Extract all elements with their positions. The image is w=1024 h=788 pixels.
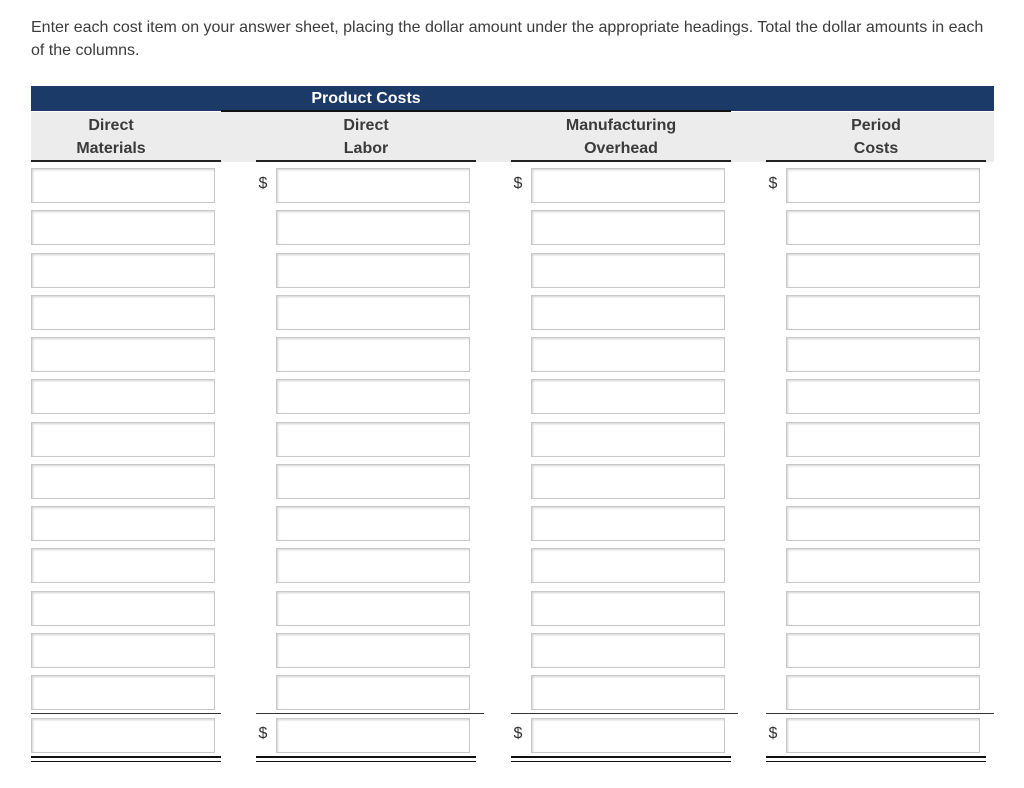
amount-input-manufacturing-overhead[interactable]	[531, 506, 725, 541]
amount-input-direct-labor[interactable]	[276, 210, 470, 245]
amount-input-direct-materials[interactable]	[31, 591, 215, 626]
dollar-sign: $	[513, 175, 523, 192]
column-header-line1: Direct	[88, 117, 134, 134]
amount-input-manufacturing-overhead[interactable]	[531, 168, 725, 203]
amount-input-direct-materials[interactable]	[31, 168, 215, 203]
amount-input-manufacturing-overhead[interactable]	[531, 295, 725, 330]
total-double-underline	[766, 756, 986, 762]
column-header-rule	[256, 160, 476, 162]
amount-input-direct-labor[interactable]	[276, 168, 470, 203]
amount-input-direct-materials[interactable]	[31, 337, 215, 372]
amount-input-manufacturing-overhead[interactable]	[531, 210, 725, 245]
total-double-underline	[31, 756, 221, 762]
total-rule	[766, 713, 994, 714]
amount-input-period-costs[interactable]	[786, 422, 980, 457]
amount-input-manufacturing-overhead[interactable]	[531, 633, 725, 668]
amount-input-direct-labor[interactable]	[276, 464, 470, 499]
total-rule	[31, 713, 221, 714]
total-input-direct-labor[interactable]	[276, 718, 470, 753]
amount-input-direct-materials[interactable]	[31, 295, 215, 330]
amount-input-period-costs[interactable]	[786, 633, 980, 668]
column-header-line1: Manufacturing	[565, 117, 677, 134]
amount-input-period-costs[interactable]	[786, 548, 980, 583]
column-header-line2: Overhead	[584, 140, 658, 157]
dollar-sign: $	[258, 725, 268, 742]
amount-input-period-costs[interactable]	[786, 379, 980, 414]
total-rule	[511, 713, 738, 714]
column-header-direct-labor	[256, 114, 476, 160]
amount-input-direct-labor[interactable]	[276, 295, 470, 330]
amount-input-direct-materials[interactable]	[31, 506, 215, 541]
amount-input-direct-labor[interactable]	[276, 591, 470, 626]
amount-input-direct-materials[interactable]	[31, 675, 215, 710]
column-header-line1: Period	[851, 117, 901, 134]
amount-input-direct-labor[interactable]	[276, 337, 470, 372]
column-header-line2: Materials	[76, 140, 146, 157]
amount-input-period-costs[interactable]	[786, 591, 980, 626]
amount-input-manufacturing-overhead[interactable]	[531, 337, 725, 372]
amount-input-period-costs[interactable]	[786, 295, 980, 330]
total-double-underline	[511, 756, 731, 762]
amount-input-direct-materials[interactable]	[31, 633, 215, 668]
dollar-sign: $	[258, 175, 268, 192]
dollar-sign: $	[513, 725, 523, 742]
column-header-line2: Labor	[343, 140, 389, 157]
amount-input-period-costs[interactable]	[786, 253, 980, 288]
column-header-rule	[31, 160, 221, 162]
table-header-band	[31, 86, 994, 111]
column-header-line2: Costs	[853, 140, 899, 157]
amount-input-manufacturing-overhead[interactable]	[531, 675, 725, 710]
amount-input-direct-labor[interactable]	[276, 633, 470, 668]
amount-input-period-costs[interactable]	[786, 675, 980, 710]
amount-input-direct-labor[interactable]	[276, 675, 470, 710]
amount-input-direct-materials[interactable]	[31, 548, 215, 583]
amount-input-period-costs[interactable]	[786, 337, 980, 372]
amount-input-manufacturing-overhead[interactable]	[531, 379, 725, 414]
amount-input-direct-materials[interactable]	[31, 253, 215, 288]
total-input-manufacturing-overhead[interactable]	[531, 718, 725, 753]
amount-input-manufacturing-overhead[interactable]	[531, 548, 725, 583]
dollar-sign: $	[768, 175, 778, 192]
total-input-direct-materials[interactable]	[31, 718, 215, 753]
column-header-manufacturing-overhead	[511, 114, 731, 160]
amount-input-period-costs[interactable]	[786, 464, 980, 499]
amount-input-direct-labor[interactable]	[276, 506, 470, 541]
amount-input-period-costs[interactable]	[786, 168, 980, 203]
column-header-direct-materials	[31, 114, 191, 160]
column-header-line1: Direct	[343, 117, 389, 134]
column-header-period-costs	[766, 114, 986, 160]
amount-input-period-costs[interactable]	[786, 506, 980, 541]
group-header-product-costs: Product Costs	[311, 90, 421, 107]
amount-input-manufacturing-overhead[interactable]	[531, 422, 725, 457]
amount-input-direct-materials[interactable]	[31, 379, 215, 414]
amount-input-manufacturing-overhead[interactable]	[531, 464, 725, 499]
amount-input-direct-materials[interactable]	[31, 464, 215, 499]
column-header-rule	[511, 160, 731, 162]
amount-input-manufacturing-overhead[interactable]	[531, 253, 725, 288]
amount-input-manufacturing-overhead[interactable]	[531, 591, 725, 626]
dollar-sign: $	[768, 725, 778, 742]
amount-input-direct-materials[interactable]	[31, 210, 215, 245]
amount-input-period-costs[interactable]	[786, 210, 980, 245]
total-double-underline	[256, 756, 476, 762]
amount-input-direct-labor[interactable]	[276, 253, 470, 288]
total-rule	[256, 713, 484, 714]
total-input-period-costs[interactable]	[786, 718, 980, 753]
amount-input-direct-labor[interactable]	[276, 548, 470, 583]
amount-input-direct-materials[interactable]	[31, 422, 215, 457]
column-header-rule	[766, 160, 986, 162]
instructions-text: Enter each cost item on your answer sheet, placing the dollar amount under the appropriate headings. Total the dollar amounts in each of the columns.	[31, 19, 984, 59]
amount-input-direct-labor[interactable]	[276, 422, 470, 457]
amount-input-direct-labor[interactable]	[276, 379, 470, 414]
